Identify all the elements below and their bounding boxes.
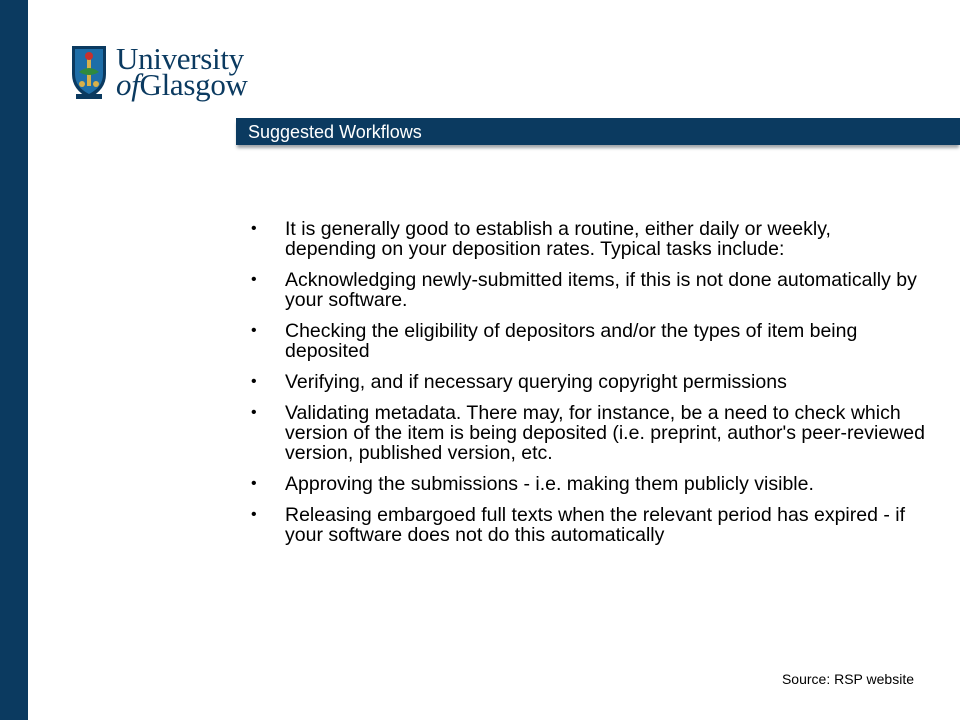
source-citation: Source: RSP website [781,671,914,687]
left-brand-bar [0,0,28,720]
list-item-text: Acknowledging newly-submitted items, if this is not done automatically by your software. [285,269,917,311]
list-item-text: Approving the submissions - i.e. making them publicly visible. [285,473,814,495]
bullet-glyph: • [251,220,257,237]
list-item-text: Checking the eligibility of depositors and/or the types of item being deposited [285,320,858,362]
crest-icon [70,44,108,100]
slide-title: Suggested Workflows [248,122,422,142]
list-item [247,219,927,259]
list-item-text: Releasing embargoed full texts when the relevant period has expired - if your software does not do this automatically [285,504,906,546]
bullet-glyph: • [251,475,257,492]
logo-line-2-rest: Glasgow [139,67,248,102]
list-item-text: Validating metadata. There may, for instance, be a need to check which version of the item is being deposited (i.e. preprint, author's peer-reviewed version, published version, etc. [285,402,925,464]
list-item [247,474,927,494]
list-item-text: Verifying, and if necessary querying copyright permissions [285,371,787,393]
bullet-glyph: • [251,271,257,288]
university-logo [70,41,248,102]
logo-wordmark [116,41,248,102]
bullet-glyph: • [251,404,257,421]
list-item [247,403,927,463]
logo-line-2 [116,67,248,102]
bullet-list [247,219,927,556]
bullet-glyph: • [251,322,257,339]
title-bar [236,118,960,145]
logo-line-1: University [116,41,244,76]
list-item [247,270,927,310]
list-item [247,505,927,545]
bullet-glyph: • [251,506,257,523]
list-item-text: It is generally good to establish a routine, either daily or weekly, depending on your deposition rates. Typical tasks include: [285,218,831,260]
list-item [247,321,927,361]
bullet-glyph: • [251,373,257,390]
logo-line-2-prefix: of [116,67,140,102]
list-item [247,372,927,392]
